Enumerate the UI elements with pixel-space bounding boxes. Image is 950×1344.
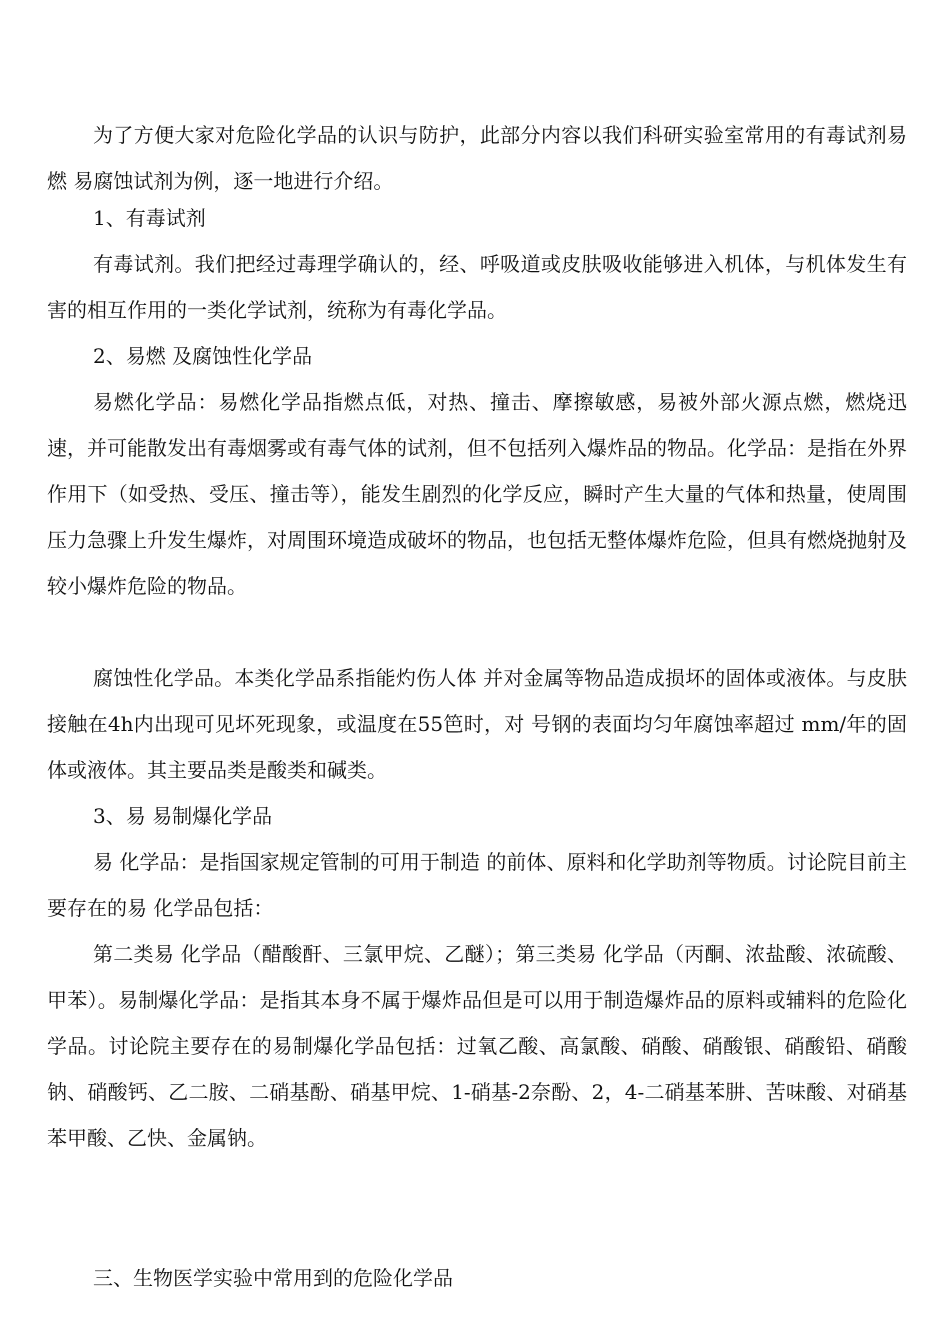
section3-list-paragraph: 第二类易 化学品（醋酸酐、三氯甲烷、乙醚）；第三类易 化学品（丙酮、浓盐酸、浓硫酸、甲苯）。易制爆化学品：是指其本身不属于爆炸品但是可以用于制造爆炸品的原料或辅料的危险化学品。讨论院主要存在的易制爆化学品包括：过氧乙酸、高氯酸、硝酸、硝酸银、硝酸铅、硝酸钠、硝酸钙、乙二胺、二硝基酚、硝基甲烷、1-硝基-2奈酚、2，4-二硝基苯肼、苦味酸、对硝基苯甲酸、乙快、金属钠。: [47, 942, 907, 1150]
chapter3-heading: 三、生物医学实验中常用到的危险化学品: [93, 1266, 453, 1290]
section2-heading: 2、易燃 及腐蚀性化学品: [93, 344, 313, 368]
intro-paragraph: 为了方便大家对危险化学品的认识与防护，此部分内容以我们科研实验室常用的有毒试剂易燃 易腐蚀试剂为例，逐一地进行介绍。: [47, 123, 907, 193]
section3-paragraph: 易 化学品：是指国家规定管制的可用于制造 的前体、原料和化学助剂等物质。讨论院目前主要存在的易 化学品包括：: [47, 850, 907, 920]
corrosive-paragraph: 腐蚀性化学品。本类化学品系指能灼伤人体 并对金属等物品造成损坏的固体或液体。与皮肤接触在4h内出现可见坏死现象，或温度在55笆时，对 号钢的表面均匀年腐蚀率超过 mm/年的固体或液体。其主要品类是酸类和碱类。: [47, 666, 907, 782]
section3-heading: 3、易 易制爆化学品: [93, 804, 273, 828]
section2-paragraph: 易燃化学品：易燃化学品指燃点低，对热、撞击、摩擦敏感，易被外部火源点燃，燃烧迅速，并可能散发出有毒烟雾或有毒气体的试剂，但不包括列入爆炸品的物品。化学品：是指在外界作用下（如受热、受压、撞击等），能发生剧烈的化学反应，瞬时产生大量的气体和热量，使周围压力急骤上升发生爆炸，对周围环境造成破坏的物品，也包括无整体爆炸危险，但具有燃烧抛射及较小爆炸危险的物品。: [47, 390, 907, 598]
section1-heading: 1、有毒试剂: [93, 206, 206, 230]
section1-paragraph: 有毒试剂。我们把经过毒理学确认的，经、呼吸道或皮肤吸收能够进入机体，与机体发生有害的相互作用的一类化学试剂，统称为有毒化学品。: [47, 252, 907, 322]
